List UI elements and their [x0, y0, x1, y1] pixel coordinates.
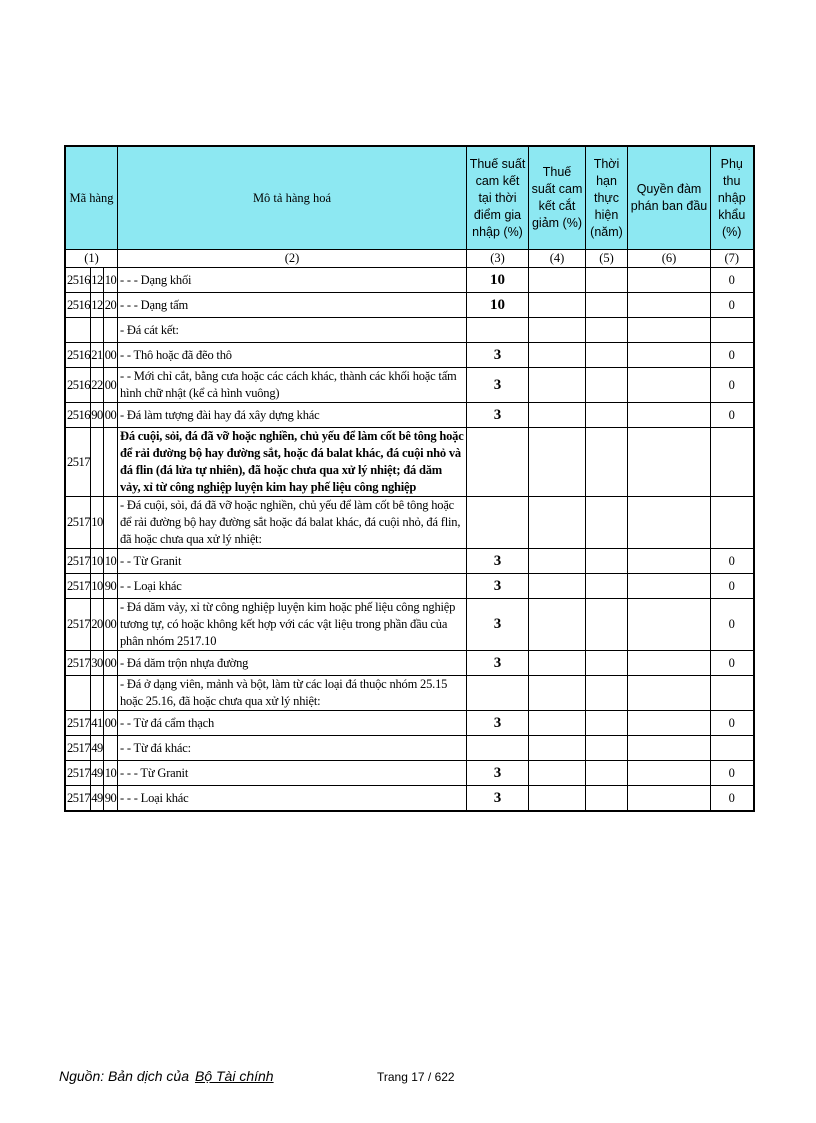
- table-row: [65, 711, 754, 736]
- table-body: [65, 268, 754, 812]
- description-cell: - - - Từ Granit: [118, 761, 467, 786]
- inr-cell: [628, 268, 711, 293]
- surcharge-cell: 0: [711, 268, 754, 293]
- code-national-cell: 10: [104, 549, 118, 574]
- code-chapter-cell: 2517: [65, 786, 91, 812]
- rate-commit-cell: 3: [467, 651, 529, 676]
- footer-source-prefix: Nguồn: Bản dịch của: [59, 1068, 189, 1084]
- rate-final-cell: [529, 318, 586, 343]
- code-national-cell: 00: [104, 368, 118, 403]
- surcharge-cell: 0: [711, 761, 754, 786]
- code-subheading-cell: 22: [91, 368, 104, 403]
- description-cell: - - - Loại khác: [118, 786, 467, 812]
- code-subheading-cell: [91, 676, 104, 711]
- code-chapter-cell: 2516: [65, 343, 91, 368]
- code-national-cell: [104, 428, 118, 497]
- description-cell: - - Mới chỉ cắt, bằng cưa hoặc các cách khác, thành các khối hoặc tấm hình chữ nhật (kể cả hình vuông): [118, 368, 467, 403]
- description-cell: - Đá cát kết:: [118, 318, 467, 343]
- code-national-cell: 90: [104, 574, 118, 599]
- description-cell: - - - Dạng khối: [118, 268, 467, 293]
- rate-final-cell: [529, 786, 586, 812]
- description-cell: - Đá làm tượng đài hay đá xây dựng khác: [118, 403, 467, 428]
- code-chapter-cell: 2517: [65, 599, 91, 651]
- tariff-table: [64, 145, 755, 812]
- description-cell: - - Từ Granit: [118, 549, 467, 574]
- inr-cell: [628, 651, 711, 676]
- rate-final-cell: [529, 651, 586, 676]
- surcharge-cell: 0: [711, 651, 754, 676]
- rate-commit-cell: 3: [467, 574, 529, 599]
- rate-commit-cell: [467, 318, 529, 343]
- period-cell: [586, 574, 628, 599]
- table-row: [65, 651, 754, 676]
- description-cell: - - Từ đá cẩm thạch: [118, 711, 467, 736]
- footer-source-link[interactable]: Bộ Tài chính: [194, 1068, 274, 1084]
- period-cell: [586, 428, 628, 497]
- table-row: [65, 318, 754, 343]
- rate-final-cell: [529, 293, 586, 318]
- table-row: [65, 676, 754, 711]
- table-row: [65, 549, 754, 574]
- code-national-cell: 10: [104, 761, 118, 786]
- surcharge-cell: 0: [711, 368, 754, 403]
- description-cell: - - Thô hoặc đã đẽo thô: [118, 343, 467, 368]
- inr-cell: [628, 676, 711, 711]
- table-row: [65, 293, 754, 318]
- period-cell: [586, 786, 628, 812]
- inr-cell: [628, 343, 711, 368]
- code-subheading-cell: 20: [91, 599, 104, 651]
- code-chapter-cell: 2517: [65, 428, 91, 497]
- rate-commit-cell: 3: [467, 599, 529, 651]
- code-chapter-cell: 2517: [65, 736, 91, 761]
- rate-final-cell: [529, 736, 586, 761]
- rate-final-cell: [529, 343, 586, 368]
- code-national-cell: 00: [104, 343, 118, 368]
- inr-cell: [628, 428, 711, 497]
- rate-final-cell: [529, 549, 586, 574]
- code-subheading-cell: 10: [91, 497, 104, 549]
- header-code: Mã hàng: [65, 146, 118, 250]
- inr-cell: [628, 368, 711, 403]
- rate-commit-cell: 3: [467, 786, 529, 812]
- period-cell: [586, 403, 628, 428]
- code-national-cell: 00: [104, 711, 118, 736]
- period-cell: [586, 676, 628, 711]
- code-subheading-cell: 49: [91, 736, 104, 761]
- description-cell: Đá cuội, sỏi, đá đã vỡ hoặc nghiền, chủ yếu để làm cốt bê tông hoặc để rải đường bộ hay đường sắt, hoặc đá balat khác, đá cuội nhỏ và đá flin (đá lửa tự nhiên), đã hoặc chưa qua xử lý nhiệt; đá dăm vảy, xỉ từ công nghiệp luyện kim hay phế liệu công nghiệp: [118, 428, 467, 497]
- colnum-7: (7): [711, 250, 754, 268]
- code-subheading-cell: 49: [91, 761, 104, 786]
- footer-source: [59, 1068, 274, 1084]
- colnum-6: (6): [628, 250, 711, 268]
- code-chapter-cell: [65, 318, 91, 343]
- inr-cell: [628, 403, 711, 428]
- table-row: [65, 403, 754, 428]
- period-cell: [586, 368, 628, 403]
- code-national-cell: 00: [104, 599, 118, 651]
- table-row: [65, 761, 754, 786]
- rate-commit-cell: [467, 428, 529, 497]
- surcharge-cell: [711, 497, 754, 549]
- rate-final-cell: [529, 368, 586, 403]
- header-period: Thời hạn thực hiện (năm): [586, 146, 628, 250]
- rate-commit-cell: 3: [467, 549, 529, 574]
- code-subheading-cell: [91, 428, 104, 497]
- description-cell: - - Loại khác: [118, 574, 467, 599]
- colnum-5: (5): [586, 250, 628, 268]
- table-row: [65, 343, 754, 368]
- rate-final-cell: [529, 497, 586, 549]
- inr-cell: [628, 318, 711, 343]
- inr-cell: [628, 497, 711, 549]
- code-chapter-cell: 2517: [65, 711, 91, 736]
- period-cell: [586, 711, 628, 736]
- rate-final-cell: [529, 761, 586, 786]
- period-cell: [586, 497, 628, 549]
- rate-commit-cell: 3: [467, 368, 529, 403]
- description-cell: - Đá dăm vảy, xỉ từ công nghiệp luyện kim hoặc phế liệu công nghiệp tương tự, có hoặc không kết hợp với các vật liệu trong phần đầu của phân nhóm 2517.10: [118, 599, 467, 651]
- period-cell: [586, 599, 628, 651]
- colnum-1: (1): [65, 250, 118, 268]
- code-subheading-cell: 12: [91, 293, 104, 318]
- rate-commit-cell: 3: [467, 343, 529, 368]
- code-national-cell: 90: [104, 786, 118, 812]
- code-national-cell: 10: [104, 268, 118, 293]
- code-subheading-cell: [91, 318, 104, 343]
- code-national-cell: 20: [104, 293, 118, 318]
- surcharge-cell: [711, 318, 754, 343]
- period-cell: [586, 761, 628, 786]
- code-national-cell: [104, 318, 118, 343]
- rate-commit-cell: 3: [467, 403, 529, 428]
- code-national-cell: [104, 676, 118, 711]
- period-cell: [586, 268, 628, 293]
- surcharge-cell: 0: [711, 343, 754, 368]
- rate-commit-cell: [467, 736, 529, 761]
- inr-cell: [628, 711, 711, 736]
- rate-final-cell: [529, 403, 586, 428]
- code-chapter-cell: 2517: [65, 574, 91, 599]
- code-chapter-cell: 2516: [65, 293, 91, 318]
- header-inr: Quyền đàm phán ban đầu: [628, 146, 711, 250]
- code-national-cell: [104, 736, 118, 761]
- table-row: [65, 574, 754, 599]
- rate-final-cell: [529, 268, 586, 293]
- surcharge-cell: 0: [711, 549, 754, 574]
- table-row: [65, 368, 754, 403]
- description-cell: - Đá ở dạng viên, mảnh và bột, làm từ các loại đá thuộc nhóm 25.15 hoặc 25.16, đã hoặc chưa qua xử lý nhiệt:: [118, 676, 467, 711]
- rate-commit-cell: [467, 497, 529, 549]
- period-cell: [586, 549, 628, 574]
- inr-cell: [628, 599, 711, 651]
- code-subheading-cell: 10: [91, 574, 104, 599]
- surcharge-cell: [711, 736, 754, 761]
- rate-commit-cell: 10: [467, 293, 529, 318]
- code-chapter-cell: 2517: [65, 651, 91, 676]
- inr-cell: [628, 786, 711, 812]
- code-subheading-cell: 90: [91, 403, 104, 428]
- period-cell: [586, 736, 628, 761]
- surcharge-cell: 0: [711, 293, 754, 318]
- table-row: [65, 268, 754, 293]
- table-row: [65, 736, 754, 761]
- rate-final-cell: [529, 711, 586, 736]
- inr-cell: [628, 549, 711, 574]
- inr-cell: [628, 293, 711, 318]
- inr-cell: [628, 761, 711, 786]
- code-chapter-cell: 2516: [65, 403, 91, 428]
- table-row: [65, 786, 754, 812]
- header-surcharge: Phụ thu nhập khẩu (%): [711, 146, 754, 250]
- header-description: Mô tả hàng hoá: [118, 146, 467, 250]
- rate-commit-cell: 10: [467, 268, 529, 293]
- description-cell: - - Từ đá khác:: [118, 736, 467, 761]
- surcharge-cell: 0: [711, 786, 754, 812]
- surcharge-cell: [711, 676, 754, 711]
- table-row: [65, 428, 754, 497]
- code-chapter-cell: 2517: [65, 549, 91, 574]
- code-chapter-cell: [65, 676, 91, 711]
- period-cell: [586, 318, 628, 343]
- code-chapter-cell: 2516: [65, 368, 91, 403]
- surcharge-cell: [711, 428, 754, 497]
- table-row: [65, 599, 754, 651]
- rate-final-cell: [529, 428, 586, 497]
- code-national-cell: 00: [104, 403, 118, 428]
- rate-commit-cell: [467, 676, 529, 711]
- code-chapter-cell: 2517: [65, 497, 91, 549]
- description-cell: - - - Dạng tấm: [118, 293, 467, 318]
- table-row: [65, 497, 754, 549]
- code-subheading-cell: 49: [91, 786, 104, 812]
- colnum-3: (3): [467, 250, 529, 268]
- header-rate-final: Thuế suất cam kết cắt giảm (%): [529, 146, 586, 250]
- description-cell: - Đá dăm trộn nhựa đường: [118, 651, 467, 676]
- rate-final-cell: [529, 676, 586, 711]
- period-cell: [586, 343, 628, 368]
- surcharge-cell: 0: [711, 599, 754, 651]
- period-cell: [586, 293, 628, 318]
- rate-commit-cell: 3: [467, 761, 529, 786]
- code-national-cell: [104, 497, 118, 549]
- rate-final-cell: [529, 599, 586, 651]
- surcharge-cell: 0: [711, 574, 754, 599]
- code-national-cell: 00: [104, 651, 118, 676]
- code-subheading-cell: 30: [91, 651, 104, 676]
- rate-final-cell: [529, 574, 586, 599]
- code-chapter-cell: 2516: [65, 268, 91, 293]
- code-chapter-cell: 2517: [65, 761, 91, 786]
- footer-page-number: Trang 17 / 622: [377, 1070, 455, 1084]
- surcharge-cell: 0: [711, 711, 754, 736]
- code-subheading-cell: 21: [91, 343, 104, 368]
- inr-cell: [628, 736, 711, 761]
- inr-cell: [628, 574, 711, 599]
- code-subheading-cell: 10: [91, 549, 104, 574]
- code-subheading-cell: 41: [91, 711, 104, 736]
- header-rate-commit: Thuế suất cam kết tại thời điểm gia nhập (%): [467, 146, 529, 250]
- code-subheading-cell: 12: [91, 268, 104, 293]
- surcharge-cell: 0: [711, 403, 754, 428]
- colnum-4: (4): [529, 250, 586, 268]
- period-cell: [586, 651, 628, 676]
- description-cell: - Đá cuội, sỏi, đá đã vỡ hoặc nghiền, chủ yếu để làm cốt bê tông hoặc để rải đường bộ hay đường sắt hoặc đá balat khác, đá cuội nhỏ, đá flin, đã hoặc chưa qua xử lý nhiệt:: [118, 497, 467, 549]
- rate-commit-cell: 3: [467, 711, 529, 736]
- colnum-2: (2): [118, 250, 467, 268]
